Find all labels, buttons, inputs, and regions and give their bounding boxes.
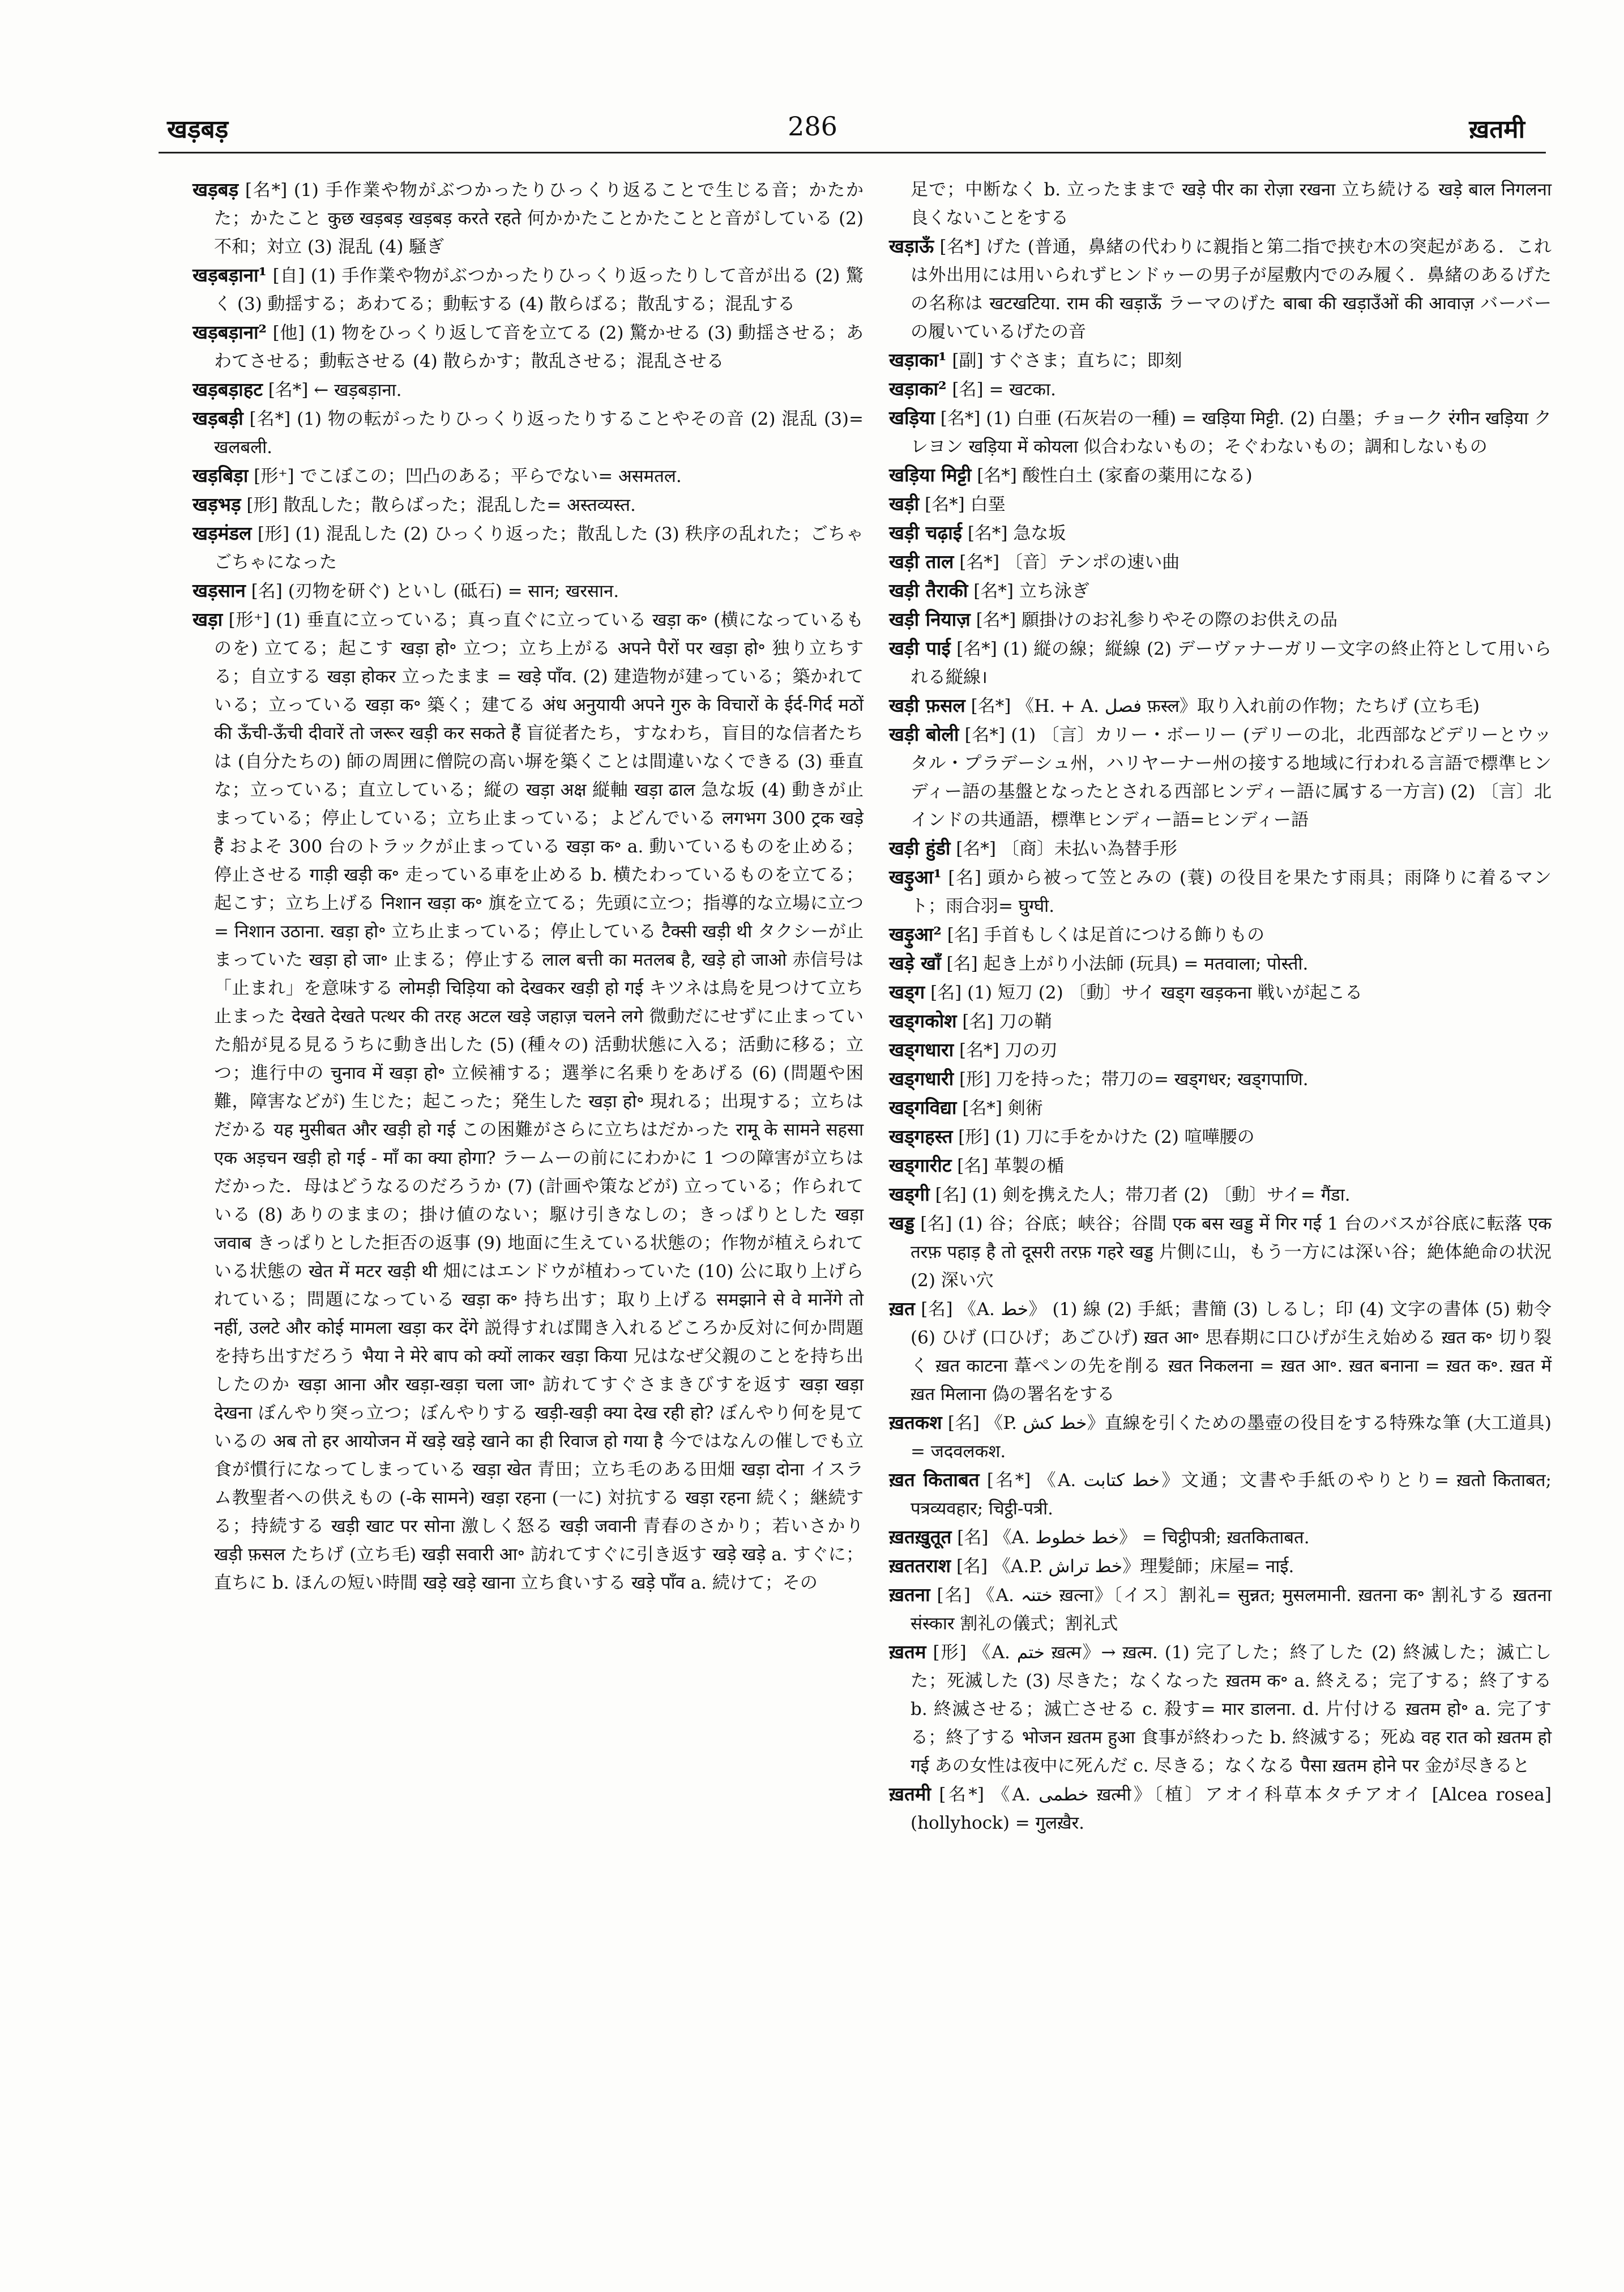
entry-definition: [名*] 《A. خطمی ख़त्मी》〔植〕アオイ科草本タチアオイ [Alcea rosea] (hollyhock) = गुलख़ैर. xyxy=(911,1785,1552,1833)
dictionary-entry xyxy=(193,176,864,261)
entry-headword: खड़िया xyxy=(889,407,935,429)
entry-headword: खड़बड़ाना¹ xyxy=(193,264,267,286)
entry-headword: खड़ी xyxy=(889,493,920,515)
dictionary-entry xyxy=(889,1094,1552,1122)
entry-definition: [形] (1) 混乱した (2) ひっくり返った；散乱した (3) 秩序の乱れた；ごちゃごちゃになった xyxy=(214,524,864,573)
entry-definition: [名*] (1) 手作業や物がぶつかったりひっくり返ることで生じる音；かたかた；かたこと कुछ खड़बड़ खड़बड़ करते रहते 何かかたことかたことと音がしている (2) 不和；対立 (3) 混乱 (4) 騒ぎ xyxy=(214,180,864,257)
entry-headword: खड्गविद्या xyxy=(889,1096,957,1119)
entry-headword: खड़ुआ² xyxy=(889,923,942,945)
page-header xyxy=(0,111,1624,151)
dictionary-entry xyxy=(889,346,1552,375)
entry-headword: ख़तना xyxy=(889,1584,930,1606)
dictionary-entry xyxy=(889,232,1552,346)
dictionary-entry xyxy=(889,634,1552,692)
entry-definition: [名] 革製の楯 xyxy=(951,1156,1065,1176)
dictionary-entry xyxy=(889,1036,1552,1065)
dictionary-entry xyxy=(889,461,1552,490)
entry-definition: [名*] 〔音〕テンポの速い曲 xyxy=(954,552,1180,573)
dictionary-entry xyxy=(889,577,1552,605)
entry-definition: [名*] 《A. خط کتابت》文通；文書や手紙のやりとり= ख़तो किताबत; पत्रव्यवहार; चिट्ठी-पत्री. xyxy=(911,1470,1552,1519)
dictionary-entry xyxy=(193,605,864,1597)
entry-headword: खड्गधारा xyxy=(889,1039,954,1061)
entry-headword: खड़े खाँ xyxy=(889,952,941,974)
dictionary-entry xyxy=(889,1007,1552,1036)
entry-definition: [副] すぐさま；直ちに；即刻 xyxy=(946,351,1182,371)
dictionary-entry xyxy=(889,1180,1552,1209)
dictionary-entry xyxy=(889,548,1552,577)
dictionary-entry xyxy=(193,490,864,519)
entry-headword: खड़ी बोली xyxy=(889,723,959,745)
dictionary-entry xyxy=(193,577,864,605)
entry-definition: [名*] (1) 〔言〕カリー・ボーリー (デリーの北，北西部などデリーとウッタル・プラデーシュ州，ハリヤーナー州の接する地域に行われる言語で標準ヒンディー語の基盤となったとされる西部ヒンディー語に属する一方言) (2) 〔言〕北インドの共通語，標準ヒンディー語=ヒンディー語 xyxy=(911,725,1552,830)
entry-headword: खड़ी ताल xyxy=(889,550,954,573)
entry-headword: खड़िया मिट्टी xyxy=(889,464,972,486)
entry-headword: खड़ी हुंडी xyxy=(889,837,951,859)
dictionary-entry xyxy=(889,920,1552,949)
entry-definition: [形] 《A. ختم ख़त्म》→ ख़त्म. (1) 完了した；終了した (2) 終滅した；滅亡した；死滅した (3) 尽きた；なくなった ख़तम क॰ a. 終える；完了する；終了する b. 終滅させる；滅亡させる c. 殺す= मार डालना. d. 片付ける ख़तम हो॰ a. 完了する；終了する भोजन ख़तम हुआ 食事が終わった b. 終滅する；死ぬ वह रात को ख़तम हो गई あの女性は夜中に死んだ c. 尽きる；なくなる पैसा ख़तम होने पर 金が尽きると xyxy=(911,1642,1552,1776)
entry-definition: [名*] 酸性白土 (家畜の薬用になる) xyxy=(971,466,1253,486)
entry-definition: [形⁺] (1) 垂直に立っている；真っ直ぐに立っている खड़ा क॰ (横になっているものを) 立てる；起こす खड़ा हो॰ 立つ；立ち上がる अपने पैरों पर खड़ा हो॰ 独り立ちする；自立する खड़ा होकर 立ったまま = खड़े पाँव. (2) 建造物が建っている；築かれている；立っている खड़ा क॰ 築く；建てる अंध अनुयायी अपने गुरु के विचारों के ईर्द-गिर्द मठों की ऊँची-ऊँची दीवारें तो जरूर खड़ी कर सकते हैं 盲従者たち，すなわち，盲目的な信者たちは (自分たちの) 師の周囲に僧院の高い塀を築くことは間違いなくできる (3) 垂直な；立っている；直立している；縦の खड़ा अक्ष 縦軸 खड़ा ढाल 急な坂 (4) 動きが止まっている；停止している；立ち止まっている；よどんでいる लगभग 300 ट्रक खड़े हैं およそ 300 台のトラックが止まっている खड़ा क॰ a. 動いているものを止める；停止させる गाड़ी खड़ी क॰ 走っている車を止める b. 横たわっているものを立てる；起こす；立ち上げる निशान खड़ा क॰ 旗を立てる；先頭に立つ；指導的な立場に立つ= निशान उठाना. खड़ा हो॰ 立ち止まっている；停止している टैक्सी खड़ी थी タクシーが止まっていた खड़ा हो जा॰ 止まる；停止する लाल बत्ती का मतलब है, खड़े हो जाओ 赤信号は「止まれ」を意味する लोमड़ी चिड़िया को देखकर खड़ी हो गई キツネは鳥を見つけて立ち止まった देखते देखते पत्थर की तरह अटल खड़े जहाज़ चलने लगे 微動だにせずに止まっていた船が見る見るうちに動き出した (5) (種々の) 活動状態に入る；活動に移る；立つ；進行中の चुनाव में खड़ा हो॰ 立候補する；選挙に名乗りをあげる (6) (問題や困難，障害などが) 生じた；起こった；発生した खड़ा हो॰ 現れる；出現する；立ちはだかる यह मुसीबत और खड़ी हो गई この困難がさらに立ちはだかった रामू के सामने सहसा एक अड़चन खड़ी हो गई - माँ का क्या होगा? ラームーの前ににわかに 1 つの障害が立ちはだかった．母はどうなるのだろうか (7) (計画や策などが) 立っている；作られている (8) ありのままの；掛け値のない；駆け引きなしの；きっぱりとした खड़ा जवाब きっぱりとした拒否の返事 (9) 地面に生えている状態の；作物が植えられている状態の खेत में मटर खड़ी थी 畑にはエンドウが植わっていた (10) 公に取り上げられている；問題になっている खड़ा क॰ 持ち出す；取り上げる समझाने से वे मानेंगे तो नहीं, उलटे और कोई मामला खड़ा कर देंगे 説得すれば聞き入れるどころか反対に何か問題を持ち出すだろう भैया ने मेरे बाप को क्यों लाकर खड़ा किया 兄はなぜ父親のことを持ち出したのか खड़ा आना और खड़ा-खड़ा चला जा॰ 訪れてすぐさまきびすを返す खड़ा खड़ा देखना ぼんやり突っ立つ；ぼんやりする खड़ी-खड़ी क्या देख रही हो? ぼんやり何を見ているの अब तो हर आयोजन में खड़े खड़े खाने का ही रिवाज हो गया है 今ではなんの催しでも立食が慣行になってしまっている खड़ा खेत 青田；立ち毛のある田畑 खड़ा दोना イスラム教聖者への供えもの (-के सामने) खड़ा रहना (一に) 対抗する खड़ा रहना 続く；継続する；持続する खड़ी खाट पर सोना 激しく怒る खड़ी जवानी 青春のさかり；若いさかり खड़ी फ़सल たちげ (立ち毛) खड़ी सवारी आ॰ 訪れてすぐに引き返す खड़े खड़े a. すぐに；直ちに b. ほんの短い時間 खड़े खड़े खाना 立ち食いする खड़े पाँव a. 続けて；その xyxy=(214,610,864,1593)
entry-definition: [名] 《A. خط》 (1) 線 (2) 手紙；書簡 (3) しるし；印 (4) 文字の書体 (5) 勅令 (6) ひげ (口ひげ；あごひげ) ख़त आ॰ 思春期に口ひげが生え始める ख़त क॰ 切り裂く ख़त काटना 葦ペンの先を削る ख़त निकलना = ख़त आ॰. ख़त बनाना = ख़त क॰. ख़त में ख़त मिलाना 偽の署名をする xyxy=(911,1299,1552,1405)
entry-definition: [形⁺] でこぼこの；凹凸のある；平らでない= असमतल. xyxy=(248,466,682,486)
entry-headword: खड़ी नियाज़ xyxy=(889,608,971,630)
dictionary-entry xyxy=(889,863,1552,920)
entry-headword: खड्गकोश xyxy=(889,1010,957,1032)
dictionary-entry xyxy=(889,1065,1552,1094)
entry-definition: [名] 《A. خط خطوط》 = चिट्ठीपत्री; ख़तकिताबत. xyxy=(951,1527,1310,1548)
entry-headword: खड़बिड़ा xyxy=(193,464,249,486)
entry-headword: ख़तख़ुतूत xyxy=(889,1526,952,1548)
entry-headword: ख़तकश xyxy=(889,1411,942,1433)
entry-definition: [名] 《A. ختنہ ख़त्ना》〔イス〕割礼= सुन्नत; मुसलमानी. ख़तना क॰ 割礼する ख़तना संस्कार 割礼の儀式；割礼式 xyxy=(911,1585,1552,1634)
entry-definition: [名*] (1) 縦の線；縦線 (2) デーヴァナーガリー文字の終止符として用いられる縦線। xyxy=(911,639,1552,688)
entry-headword: खड़ाऊँ xyxy=(889,235,934,257)
entry-headword: ख़ततराश xyxy=(889,1555,951,1577)
right-running-head: ख़तमी xyxy=(1469,115,1525,144)
entry-headword: खड्ड xyxy=(889,1212,914,1234)
entry-headword: खड़मंडल xyxy=(193,522,252,544)
entry-headword: खड्ग xyxy=(889,981,925,1003)
dictionary-entry xyxy=(889,1151,1552,1180)
entry-headword: खड़बड़ाना² xyxy=(193,321,267,343)
entry-definition: [名*] 立ち泳ぎ xyxy=(968,581,1089,601)
dictionary-entry xyxy=(193,519,864,577)
entry-definition: [形] 刀を持った；帯刀の= खड्गधर; खड्गपाणि. xyxy=(954,1069,1309,1090)
entry-definition: [名*] げた (普通，鼻緒の代わりに親指と第二指で挟む木の突起がある．これは外出用には用いられずヒンドゥーの男子が屋敷内でのみ履く．鼻緒のあるげたの名称は खटखटिया. राम की खड़ाऊँ ラーマのげた बाबा की खड़ाउँओं की आवाज़ バーバーの履いているげたの音 xyxy=(911,237,1552,342)
dictionary-entry xyxy=(889,1122,1552,1151)
entry-headword: खड़सान xyxy=(193,579,246,601)
entry-definition: [名*] 《H. + A. فصل फ़स्ल》取り入れ前の作物；たちげ (立ち毛) xyxy=(965,696,1480,716)
dictionary-entry xyxy=(889,692,1552,720)
page-number: 286 xyxy=(788,111,837,142)
dictionary-entry xyxy=(889,404,1552,461)
entry-definition: [名] 手首もしくは足首につける飾りもの xyxy=(941,925,1265,945)
entry-headword: खड़ी पाई xyxy=(889,637,951,659)
dictionary-entry xyxy=(889,1295,1552,1409)
entry-headword: खड़ाका¹ xyxy=(889,349,947,371)
dictionary-entry xyxy=(889,1466,1552,1523)
right-column xyxy=(889,176,1552,1837)
entry-definition: [名*] 願掛けのお礼参りやその際のお供えの品 xyxy=(970,610,1338,630)
dictionary-entry xyxy=(889,1209,1552,1295)
dictionary-entry xyxy=(889,949,1552,978)
dictionary-entry xyxy=(889,978,1552,1007)
entry-headword: खड़ा xyxy=(193,608,223,630)
dictionary-entry xyxy=(889,834,1552,863)
dictionary-entry xyxy=(193,261,864,318)
entry-definition: [他] (1) 物をひっくり返して音を立てる (2) 驚かせる (3) 動揺させる；あわてさせる；動転させる (4) 散らかす；散乱させる；混乱させる xyxy=(214,323,864,372)
entry-headword: ख़त xyxy=(889,1297,915,1320)
entry-definition: [名] 頭から被って笠とみの (蓑) の役目を果たす雨具；雨降りに着るマント；雨合羽= घुग्घी. xyxy=(911,868,1552,916)
dictionary-entry xyxy=(889,375,1552,404)
dictionary-entry xyxy=(193,375,864,404)
entry-headword: खड़भड़ xyxy=(193,493,241,515)
entry-headword: खड्गी xyxy=(889,1183,930,1205)
dictionary-entry xyxy=(889,176,1552,232)
dictionary-entry xyxy=(889,490,1552,519)
entry-definition: [名*] 急な坂 xyxy=(961,523,1066,544)
entry-definition: [名] 《P. خط کش》直線を引くための墨壺の役目をする特殊な筆 (大工道具) = जदवलकश. xyxy=(911,1413,1552,1462)
dictionary-entry xyxy=(889,1581,1552,1638)
entry-definition: [名*] 〔商〕未払い為替手形 xyxy=(950,839,1177,859)
dictionary-entry xyxy=(889,605,1552,634)
entry-definition: [名] (刃物を研ぐ) といし (砥石) = सान; खरसान. xyxy=(245,581,619,601)
header-rule xyxy=(159,152,1546,153)
left-running-head: खड़बड़ xyxy=(167,115,229,144)
dictionary-entry xyxy=(193,318,864,375)
entry-definition: [形] (1) 刀に手をかけた (2) 喧嘩腰の xyxy=(952,1127,1255,1147)
entry-headword: ख़तमी xyxy=(889,1783,931,1805)
entry-definition: [名] 刀の鞘 xyxy=(956,1011,1052,1032)
entry-definition: [名] 起き上がり小法師 (玩具) = मतवाला; पोस्ती. xyxy=(941,954,1309,974)
entry-definition: 足で；中断なく b. 立ったままで खड़े पीर का रोज़ा रखना 立ち続ける खड़े बाल निगलना 良くないことをする xyxy=(911,180,1552,228)
entry-headword: खड्गधारी xyxy=(889,1068,954,1090)
entry-headword: खड़बड़ी xyxy=(193,407,243,429)
entry-definition: [形] 散乱した；散らばった；混乱した= अस्तव्यस्त. xyxy=(241,495,636,515)
entry-headword: खड़ी तैराकी xyxy=(889,579,968,601)
entry-definition: [自] (1) 手作業や物がぶつかったりひっくり返ったりして音が出る (2) 驚く (3) 動揺する；あわてる；動転する (4) 散らばる；散乱する；混乱する xyxy=(214,266,864,314)
entry-headword: खड़ुआ¹ xyxy=(889,866,942,888)
entry-definition: [名] (1) 短刀 (2) 〔動〕サイ खड्ग खड़कना 戦いが起こる xyxy=(925,983,1363,1003)
dictionary-entry xyxy=(889,720,1552,834)
entry-headword: ख़तम xyxy=(889,1641,926,1663)
entry-definition: [名*] 白堊 xyxy=(919,494,1006,515)
left-column xyxy=(193,176,864,1597)
entry-definition: [名*] (1) 白亜 (石灰岩の一種) = खड़िया मिट्टी. (2) 白墨；チョーク रंगीन खड़िया クレヨン खड़िया में कोयला 似合わないもの；そぐわないもの；調和しないもの xyxy=(911,408,1552,457)
entry-headword: खड़ाका² xyxy=(889,378,947,400)
dictionary-entry xyxy=(193,462,864,490)
entry-definition: [名*] (1) 物の転がったりひっくり返ったりすることやその音 (2) 混乱 (3)= खलबली. xyxy=(214,409,864,458)
entry-headword: खड़बड़ xyxy=(193,178,239,200)
entry-definition: [名] 《A.P. خط تراش》理髪師；床屋= नाई. xyxy=(951,1556,1294,1577)
entry-headword: खड़बड़ाहट xyxy=(193,378,263,400)
entry-headword: ख़त किताबत xyxy=(889,1469,980,1491)
entry-definition: [名] = खटका. xyxy=(946,379,1056,400)
dictionary-entry xyxy=(889,519,1552,548)
dictionary-entry xyxy=(889,1552,1552,1581)
dictionary-entry xyxy=(193,404,864,462)
dictionary-entry xyxy=(889,1638,1552,1780)
dictionary-entry xyxy=(889,1409,1552,1466)
entry-definition: [名] (1) 谷；谷底；峡谷；谷間 एक बस खड्ड में गिर गई 1 台のバスが谷底に転落 एक तरफ़ पहाड़ है तो दूसरी तरफ़ गहरे खड्ड 片側に山，もう一方には深い谷；絶体絶命の状況 (2) 深い穴 xyxy=(911,1214,1552,1291)
entry-headword: खड़ी चढ़ाई xyxy=(889,522,962,544)
entry-headword: खड्गहस्त xyxy=(889,1125,953,1147)
entry-definition: [名] (1) 剣を携えた人；帯刀者 (2) 〔動〕サイ= गैंडा. xyxy=(929,1185,1351,1205)
entry-definition: [名*] ← खड़बड़ाना. xyxy=(262,380,402,400)
entry-definition: [名*] 剣術 xyxy=(956,1098,1043,1119)
dictionary-entry xyxy=(889,1780,1552,1837)
entry-headword: खड़ी फ़सल xyxy=(889,694,965,716)
entry-headword: खड्गारीट xyxy=(889,1154,952,1176)
dictionary-entry xyxy=(889,1523,1552,1552)
entry-definition: [名*] 刀の刃 xyxy=(954,1040,1058,1061)
